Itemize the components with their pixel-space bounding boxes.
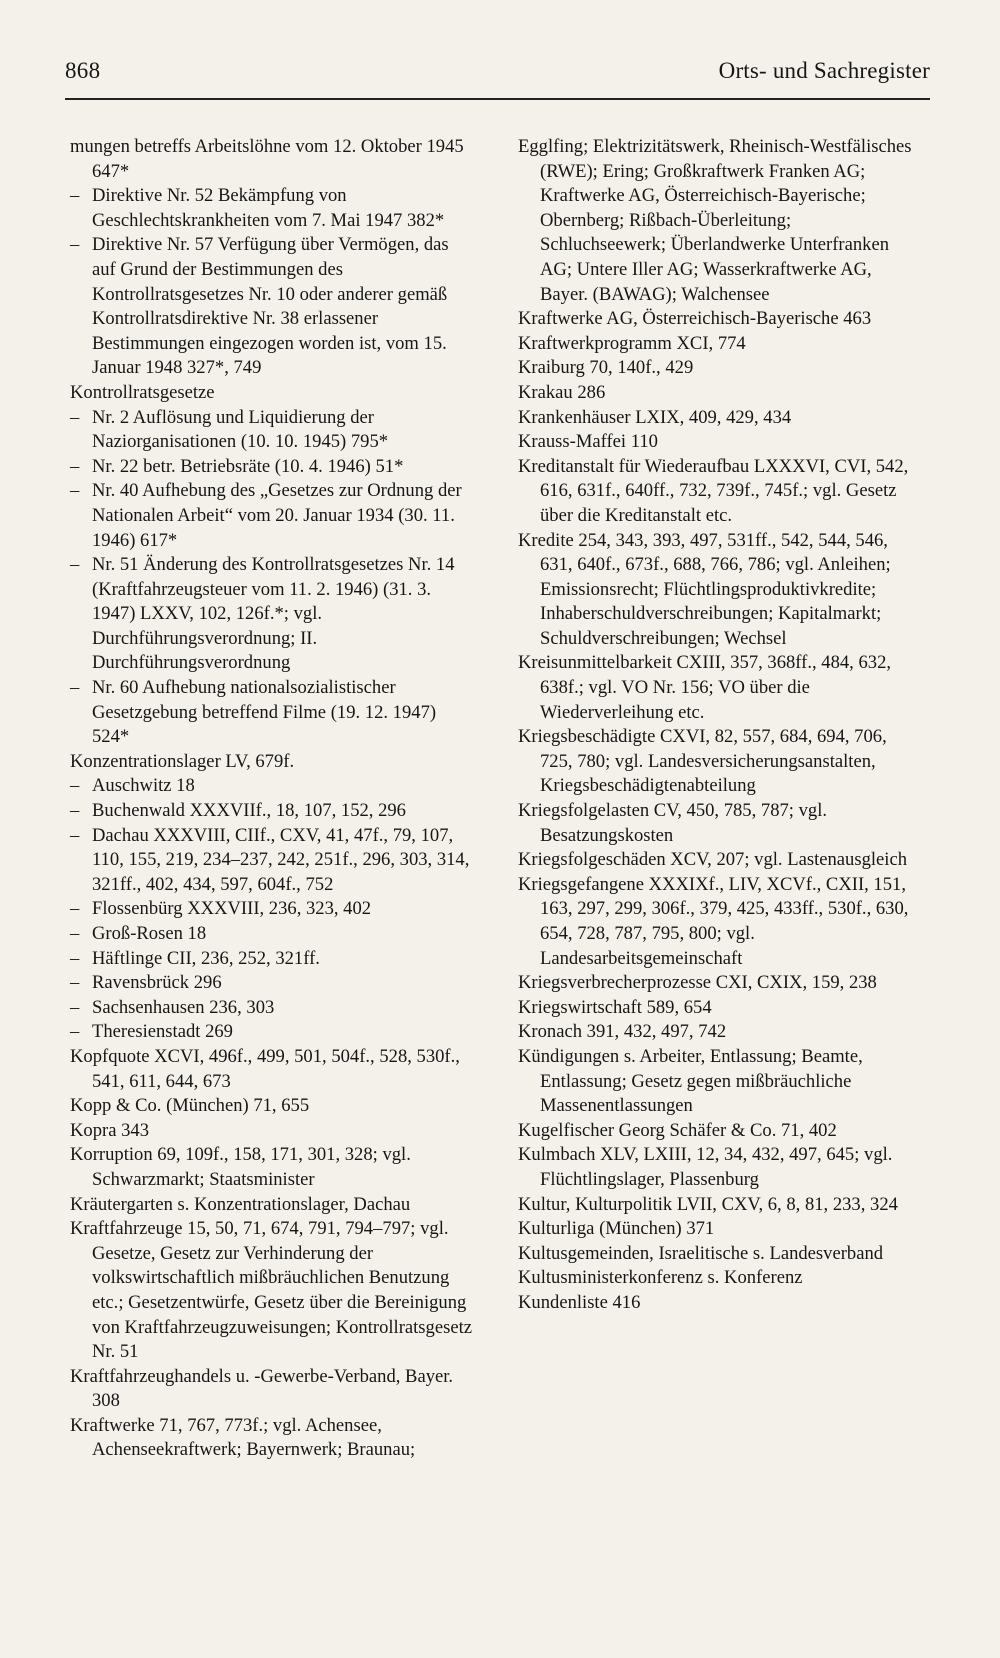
entry-text: Direktive Nr. 52 Bekämpfung von Geschlechtskrankheiten vom 7. Mai 1947 382* [92,185,445,231]
index-subentry [70,1020,472,1045]
index-subentry [70,676,472,750]
subentry-dash: – [70,996,80,1018]
entry-text: Kultusgemeinden, Israelitische s. Landesverband [518,1242,884,1264]
index-subentry [70,455,472,480]
entry-text: Nr. 22 betr. Betriebsräte (10. 4. 1946) 51* [92,455,404,477]
index-subentry [70,553,472,676]
entry-text: Kreisunmittelbarkeit CXIII, 357, 368ff., 484, 632, 638f.; vgl. VO Nr. 156; VO über die Wiederverleihung etc. [518,652,892,723]
entry-text: Kopfquote XCVI, 496f., 499, 501, 504f., 528, 530f., 541, 611, 644, 673 [70,1045,460,1092]
index-entry [70,1414,472,1463]
index-entry [70,1045,472,1094]
entry-text: Kronach 391, 432, 497, 742 [518,1021,727,1043]
index-entry [70,1193,472,1218]
subentry-dash: – [70,455,80,477]
entry-text: Kraftfahrzeuge 15, 50, 71, 674, 791, 794–797; vgl. Gesetze, Gesetz zur Verhinderung der volkswirtschaftlich mißbräuchlichen Benutzung etc.; Gesetzentwürfe, Gesetz über die Bereinigung von Kraftfahrzeugzuweisungen; Kontrollratsgesetz Nr. 51 [70,1218,473,1363]
entry-text: Kulturliga (München) 371 [518,1218,715,1240]
index-entry [518,381,920,406]
entry-text: Kraiburg 70, 140f., 429 [518,357,694,379]
index-subentry [70,996,472,1021]
index-subentry [70,824,472,898]
entry-text: Kündigungen s. Arbeiter, Entlassung; Beamte, Entlassung; Gesetz gegen mißbräuchliche Massenentlassungen [518,1045,863,1117]
index-subentry [70,897,472,922]
entry-text: Nr. 2 Auflösung und Liquidierung der Naziorganisationen (10. 10. 1945) 795* [92,406,389,453]
index-entry [70,381,472,406]
entry-text: Dachau XXXVIII, CIIf., CXV, 41, 47f., 79, 107, 110, 155, 219, 234–237, 242, 251f., 296, 303, 314, 321ff., 402, 434, 597, 604f., 752 [92,824,470,895]
subentry-dash: – [70,234,80,256]
entry-text: Kontrollratsgesetze [70,381,215,403]
subentry-dash: – [70,406,80,428]
entry-text: Groß-Rosen 18 [92,923,207,944]
entry-text: Konzentrationslager LV, 679f. [70,750,295,772]
entry-text: Kriegsverbrecherprozesse CXI, CXIX, 159, 238 [518,972,877,994]
subentry-dash: – [70,1021,80,1043]
entry-text: Kultusministerkonferenz s. Konferenz [518,1267,803,1289]
index-entry [518,725,920,799]
index-subentry [70,799,472,824]
index-subentry [70,947,472,972]
index-entry [518,529,920,652]
subentry-dash: – [70,480,80,502]
index-entry [70,1119,472,1144]
index-entry [518,1045,920,1119]
entry-text: Theresienstadt 269 [92,1021,233,1043]
index-subentry [70,479,472,553]
index-entry [518,848,920,873]
left-column [70,135,472,1463]
entry-text: Kriegsfolgelasten CV, 450, 785, 787; vgl. Besatzungskosten [518,800,828,846]
entry-text: Auschwitz 18 [92,775,195,797]
entry-text: Kopp & Co. (München) 71, 655 [70,1095,310,1117]
subentry-dash: – [70,800,80,822]
entry-text: Kraftwerkprogramm XCI, 774 [518,332,746,354]
entry-text: Kriegswirtschaft 589, 654 [518,996,712,1018]
entry-text: Sachsenhausen 236, 303 [92,996,275,1018]
right-column [518,135,920,1316]
index-entry [518,1193,920,1218]
subentry-dash: – [70,677,80,699]
index-subentry [70,184,472,233]
index-entry [518,1217,920,1242]
subentry-dash: – [70,775,80,797]
index-entry [518,1020,920,1045]
index-entry [518,971,920,996]
entry-text: Krankenhäuser LXIX, 409, 429, 434 [518,406,792,428]
entry-text: Korruption 69, 109f., 158, 171, 301, 328; vgl. Schwarzmarkt; Staatsminister [70,1144,411,1190]
entry-text: mungen betreffs Arbeitslöhne vom 12. Oktober 1945 647* [70,136,464,182]
entry-text: Kulmbach XLV, LXIII, 12, 34, 432, 497, 645; vgl. Flüchtlingslager, Plassenburg [518,1144,893,1190]
entry-text: Kräutergarten s. Konzentrationslager, Dachau [70,1193,411,1215]
index-entry [518,1242,920,1267]
index-entry [518,1266,920,1291]
entry-text: Kriegsgefangene XXXIXf., LIV, XCVf., CXII, 151, 163, 297, 299, 306f., 379, 425, 433ff., 530f., 630, 654, 728, 787, 795, 800; vgl. Landesarbeitsgemeinschaft [518,873,909,969]
running-title: Orts- und Sachregister [718,58,930,83]
entry-text: Kredite 254, 343, 393, 497, 531ff., 542, 544, 546, 631, 640f., 673f., 688, 766, 786; vgl. Anleihen; Emissionsrecht; Flüchtlingsproduktivkredite; Inhaberschuldverschreibungen; Kapitalmarkt; Schuldverschreibungen; Wechsel [518,529,891,649]
entry-text: Krakau 286 [518,381,606,403]
index-entry [518,651,920,725]
header-rule [65,98,930,100]
entry-text: Direktive Nr. 57 Verfügung über Vermögen, das auf Grund der Bestimmungen des Kontrollratsgesetzes Nr. 10 oder anderer gemäß Kontrollratsdirektive Nr. 38 erlassener Bestimmungen eingezogen worden ist, vom 15. Januar 1948 327*, 749 [92,234,449,379]
index-entry [518,356,920,381]
entry-text: Nr. 60 Aufhebung nationalsozialistischer Gesetzgebung betreffend Filme (19. 12. 1947) 524* [92,677,437,748]
index-entry [518,430,920,455]
subentry-dash: – [70,554,80,576]
index-subentry [70,774,472,799]
subentry-dash: – [70,923,80,944]
entry-text: Kraftwerke AG, Österreichisch-Bayerische 463 [518,308,872,330]
index-subentry [70,971,472,996]
index-entry [518,307,920,332]
index-entry [70,750,472,775]
index-entry [70,1143,472,1192]
subentry-dash: – [70,947,80,969]
entry-text: Egglfing; Elektrizitätswerk, Rheinisch-Westfälisches (RWE); Ering; Großkraftwerk Franken AG; Kraftwerke AG, Österreichisch-Bayerische; Obernberg; Rißbach-Überleitung; Schluchseewerk; Überlandwerke Unterfranken AG; Untere Iller AG; Wasserkraftwerke AG, Bayer. (BAWAG); Walchensee [518,136,912,305]
entry-text: Kreditanstalt für Wiederaufbau LXXXVI, CVI, 542, 616, 631f., 640ff., 732, 739f., 745f.; vgl. Gesetz über die Kreditanstalt etc. [518,455,909,526]
index-entry [70,1365,472,1414]
index-entry [518,332,920,357]
page-number: 868 [65,58,101,83]
entry-text: Kraftwerke 71, 767, 773f.; vgl. Achensee, Achenseekraftwerk; Bayernwerk; Braunau; [70,1414,416,1461]
entry-text: Kriegsbeschädigte CXVI, 82, 557, 684, 694, 706, 725, 780; vgl. Landesversicherungsanstalten, Kriegsbeschädigtenabteilung [518,726,887,797]
index-entry [518,873,920,971]
index-entry [518,455,920,529]
index-entry [518,1143,920,1192]
index-subentry [70,922,472,947]
entry-text: Buchenwald XXXVIIf., 18, 107, 152, 296 [92,800,406,822]
index-subentry [70,233,472,381]
entry-text: Kopra 343 [70,1119,150,1141]
entry-text: Nr. 51 Änderung des Kontrollratsgesetzes Nr. 14 (Kraftfahrzeugsteuer vom 11. 2. 1946) (31. 3. 1947) LXXV, 102, 126f.*; vgl. Durchführungsverordnung; II. Durchführungsverordnung [92,554,455,674]
subentry-dash: – [70,972,80,994]
index-entry-continuation [518,135,920,307]
index-entry [70,1094,472,1119]
subentry-dash: – [70,185,80,207]
entry-text: Kriegsfolgeschäden XCV, 207; vgl. Lastenausgleich [518,849,908,871]
index-entry [518,1119,920,1144]
index-subentry [70,406,472,455]
entry-text: Krauss-Maffei 110 [518,431,658,453]
entry-text: Ravensbrück 296 [92,972,222,994]
index-entry [518,996,920,1021]
entry-text: Nr. 40 Aufhebung des „Gesetzes zur Ordnung der Nationalen Arbeit“ vom 20. Januar 1934 (30. 11. 1946) 617* [92,480,462,551]
index-entry-continuation [70,135,472,184]
index-entry [518,1291,920,1316]
entry-text: Kugelfischer Georg Schäfer & Co. 71, 402 [518,1119,837,1141]
subentry-dash: – [70,824,80,846]
entry-text: Kraftfahrzeughandels u. -Gewerbe-Verband, Bayer. 308 [70,1365,454,1412]
entry-text: Flossenbürg XXXVIII, 236, 323, 402 [92,898,372,920]
entry-text: Häftlinge CII, 236, 252, 321ff. [92,947,320,969]
index-entry [518,406,920,431]
entry-text: Kundenliste 416 [518,1291,641,1313]
entry-text: Kultur, Kulturpolitik LVII, CXV, 6, 8, 81, 233, 324 [518,1193,898,1215]
index-entry [70,1217,472,1365]
subentry-dash: – [70,898,80,920]
index-entry [518,799,920,848]
